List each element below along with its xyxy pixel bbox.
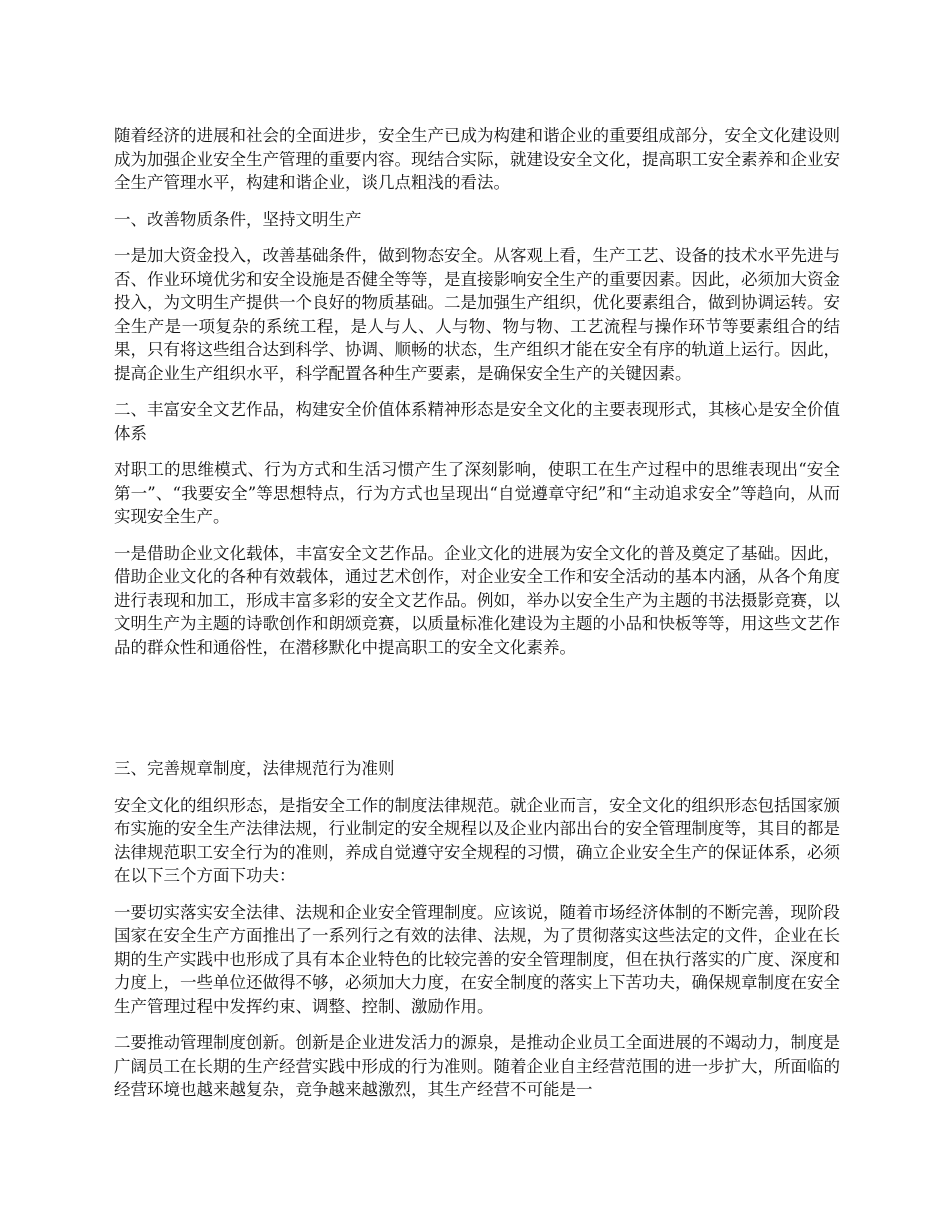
- section-3-paragraph-2: 一要切实落实安全法律、法规和企业安全管理制度。应该说，随着市场经济体制的不断完善，现阶段国家在安全生产方面推出了一系列行之有效的法律、法规，为了贯彻落实这些法定的文件，企业在长期的生产实践中也形成了具有本企业特色的比较完善的安全管理制度，但在执行落实的广度、深度和力度上，一些单位还做得不够，必须加大力度，在安全制度的落实上下苦功夫，确保规章制度在安全生产管理过程中发挥约束、调整、控制、激励作用。: [114, 902, 840, 1016]
- document-body: [114, 124, 840, 1102]
- section-3-paragraph-3: 二要推动管理制度创新。创新是企业进发活力的源泉，是推动企业员工全面进展的不竭动力，制度是广阔员工在长期的生产经营实践中形成的行为准则。随着企业自主经营范围的进一步扩大，所面临的经营环境也越来越复杂，竞争越来越激烈，其生产经营不可能是一: [114, 1033, 840, 1099]
- section-2-paragraph-1: 对职工的思维模式、行为方式和生活习惯产生了深刻影响，使职工在生产过程中的思维表现出“安全第一”、“我要安全”等思想特点，行为方式也呈现出“自觉遵章守纪”和“主动追求安全”等趋向，从而实现安全生产。: [114, 460, 840, 526]
- section-3-paragraph-1: 安全文化的组织形态，是指安全工作的制度法律规范。就企业而言，安全文化的组织形态包括国家颁布实施的安全生产法律法规，行业制定的安全规程以及企业内部出台的安全管理制度等，其目的都是法律规范职工安全行为的准则，养成自觉遵守安全规程的习惯，确立企业安全生产的保证体系，必须在以下三个方面下功夫：: [114, 795, 840, 885]
- section-2-paragraph-2: 一是借助企业文化载体，丰富安全文艺作品。企业文化的进展为安全文化的普及奠定了基础。因此，借助企业文化的各种有效载体，通过艺术创作，对企业安全工作和安全活动的基本内涵，从各个角度进行表现和加工，形成丰富多彩的安全文艺作品。例如，举办以安全生产为主题的书法摄影竞赛，以文明生产为主题的诗歌创作和朗颂竞赛，以质量标准化建设为主题的小品和快板等等，用这些文艺作品的群众性和通俗性，在潜移默化中提高职工的安全文化素养。: [114, 543, 840, 657]
- section-1-paragraph: 一是加大资金投入，改善基础条件，做到物态安全。从客观上看，生产工艺、设备的技术水平先进与否、作业环境优劣和安全设施是否健全等等，是直接影响安全生产的重要因素。因此，必须加大资金投入，为文明生产提供一个良好的物质基础。二是加强生产组织，优化要素组合，做到协调运转。安全生产是一项复杂的系统工程，是人与人、人与物、物与物、工艺流程与操作环节等要素组合的结果，只有将这些组合达到科学、协调、顺畅的状态，生产组织才能在安全有序的轨道上运行。因此，提高企业生产组织水平，科学配置各种生产要素，是确保安全生产的关键因素。: [114, 246, 840, 383]
- section-heading-3: 三、完善规章制度，法律规范行为准则: [114, 759, 395, 778]
- section-heading-2: 二、丰富安全文艺作品，构建安全价值体系精神形态是安全文化的主要表现形式，其核心是安全价值体系: [114, 400, 840, 443]
- section-heading-1: 一、改善物质条件，坚持文明生产: [114, 209, 362, 229]
- intro-paragraph: 随着经济的进展和社会的全面进步，安全生产已成为构建和谐企业的重要组成部分，安全文化建设则成为加强企业安全生产管理的重要内容。现结合实际，就建设安全文化，提高职工安全素养和企业安全生产管理水平，构建和谐企业，谈几点粗浅的看法。: [114, 126, 840, 192]
